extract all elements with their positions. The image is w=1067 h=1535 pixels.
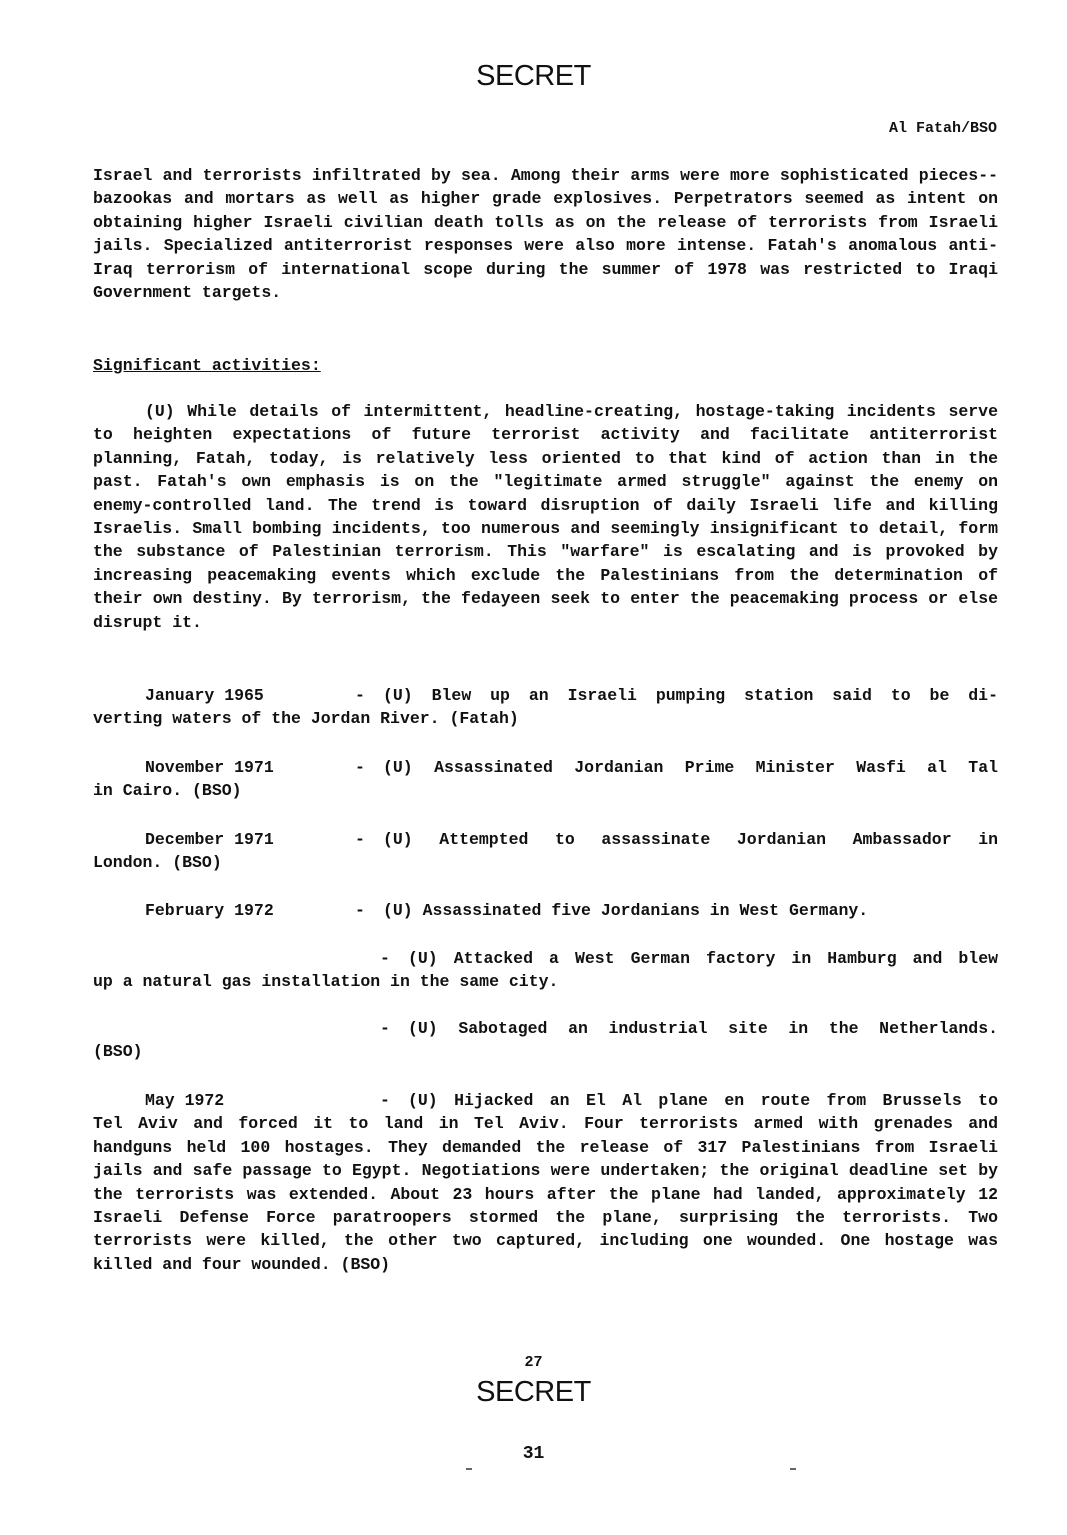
entry-date bbox=[93, 1017, 380, 1040]
entry-dash: - bbox=[380, 949, 390, 968]
chronology-entry bbox=[93, 828, 998, 875]
entry-dash: - bbox=[355, 830, 365, 849]
section-heading: Significant activities: bbox=[93, 356, 321, 375]
entry-dash: - bbox=[380, 1091, 390, 1110]
entry-first-line: (U) Assassinated Jordanian Prime Minister Wasfi al Tal bbox=[383, 758, 998, 777]
stamped-page-number: 31 bbox=[522, 1444, 545, 1464]
entry-first-line: (U) Attacked a West German factory in Hamburg and blew bbox=[408, 949, 998, 968]
entry-date: November 1971 bbox=[145, 758, 274, 777]
entry-continuation: (BSO) bbox=[93, 1042, 143, 1062]
chronology-entry bbox=[93, 899, 998, 922]
entry-dash: - bbox=[355, 686, 365, 705]
entry-first-line: (U) Assassinated five Jordanians in West Germany. bbox=[383, 901, 869, 920]
page-number: 27 bbox=[524, 1354, 543, 1371]
entry-first-line: (U) Hijacked an El Al plane en route from Brussels to bbox=[408, 1091, 998, 1110]
entry-date: February 1972 bbox=[145, 901, 274, 920]
entry-date: January 1965 bbox=[145, 686, 264, 705]
classification-marking-top: SECRET bbox=[476, 60, 591, 92]
entry-date: May 1972 bbox=[145, 1091, 225, 1110]
entry-date: December 1971 bbox=[145, 830, 274, 849]
entry-continuation: Tel Aviv and forced it to land in Tel Aviv. Four terrorists armed with grenades and handguns held 100 hostages. They demanded the release of 317 Palestinians from Israeli jails and safe passage to Egypt. Negotiations were undertaken; the original deadline set by the terrorists was extended. About 23 hours after the plane had landed, approximately 12 Israeli Defense Force paratroopers stormed the plane, surprising the terrorists. Two terrorists were killed, the other two captured, including one wounded. One hostage was killed and four wounded. (BSO) bbox=[93, 1114, 998, 1274]
entry-continuation: up a natural gas installation in the same city. bbox=[93, 972, 559, 992]
chronology-entry bbox=[93, 947, 998, 994]
chronology-entry bbox=[93, 1017, 998, 1064]
document-reference: Al Fatah/BSO bbox=[888, 120, 997, 137]
entry-continuation: London. (BSO) bbox=[93, 853, 222, 873]
entry-continuation: in Cairo. (BSO) bbox=[93, 781, 242, 801]
entry-first-line: (U) Blew up an Israeli pumping station said to be di- bbox=[383, 686, 998, 705]
entry-first-line: (U) Sabotaged an industrial site in the Netherlands. bbox=[408, 1019, 998, 1038]
scan-speck bbox=[790, 1468, 796, 1470]
entry-continuation: verting waters of the Jordan River. (Fatah) bbox=[93, 709, 519, 729]
entry-dash: - bbox=[380, 1019, 390, 1038]
entry-dash: - bbox=[355, 901, 365, 920]
intro-paragraph: Israel and terrorists infiltrated by sea. Among their arms were more sophisticated pieces--bazookas and mortars as well as higher grade explosives. Perpetrators seemed as intent on obtaining higher Israeli civilian death tolls as on the release of terrorists from Israeli jails. Specialized antiterrorist responses were also more intense. Fatah's anomalous anti-Iraq terrorism of international scope during the summer of 1978 was restricted to Iraqi Government targets. bbox=[93, 166, 998, 303]
entry-first-line: (U) Attempted to assassinate Jordanian Ambassador in bbox=[383, 830, 998, 849]
chronology-entry bbox=[93, 1089, 998, 1276]
scan-speck bbox=[466, 1468, 472, 1470]
classification-marking-bottom: SECRET bbox=[476, 1376, 591, 1408]
entry-dash: - bbox=[355, 758, 365, 777]
chronology-entry bbox=[93, 684, 998, 731]
chronology-entry bbox=[93, 756, 998, 803]
entry-date bbox=[93, 947, 380, 970]
significant-activities-paragraph: (U) While details of intermittent, headline-creating, hostage-taking incidents serve to heighten expectations of future terrorist activity and facilitate antiterrorist planning, Fatah, today, is relatively less oriented to that kind of action than in the past. Fatah's own emphasis is on the "legitimate armed struggle" against the enemy on enemy-controlled land. The trend is toward disruption of daily Israeli life and killing Israelis. Small bombing incidents, too numerous and seemingly insignificant to detail, form the substance of Palestinian terrorism. This "warfare" is escalating and is provoked by increasing peacemaking events which exclude the Palestinians from the determination of their own destiny. By terrorism, the fedayeen seek to enter the peacemaking process or else disrupt it. bbox=[93, 402, 998, 632]
